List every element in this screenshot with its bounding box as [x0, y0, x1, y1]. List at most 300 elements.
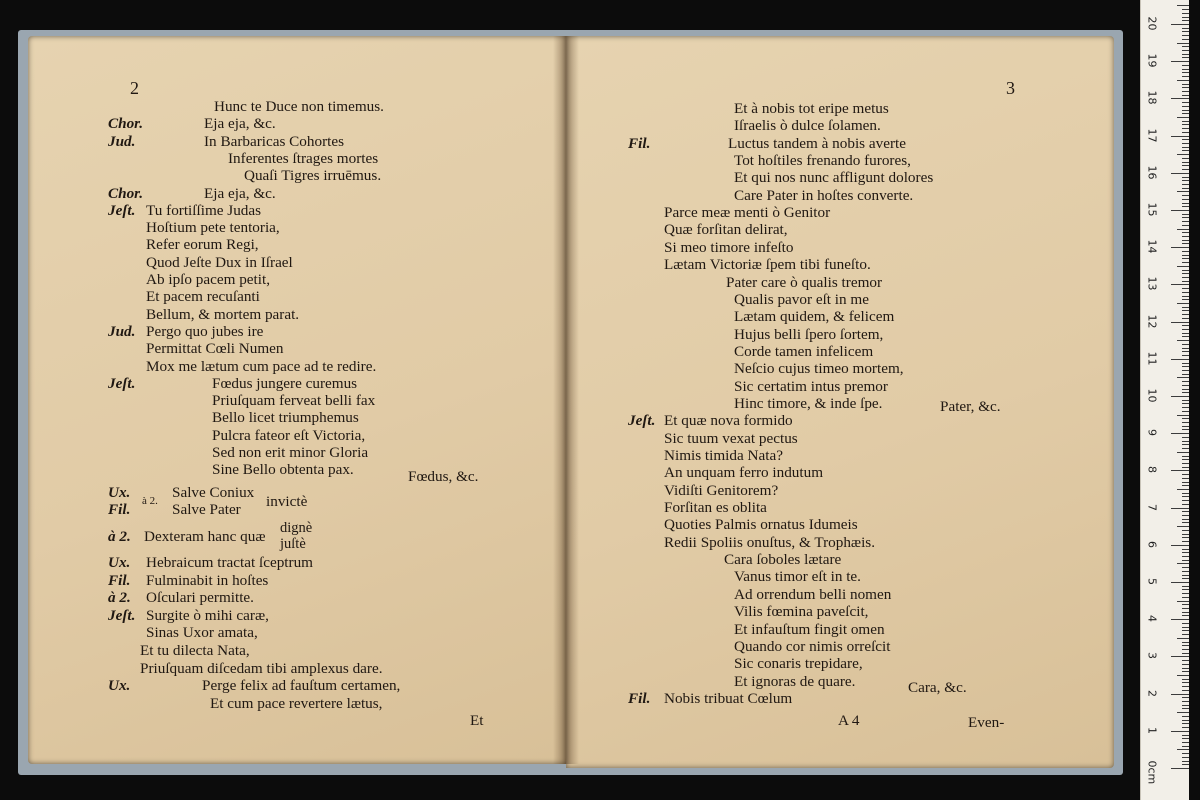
ruler-tick: [1182, 418, 1189, 419]
ruler-tick: [1177, 563, 1189, 564]
ruler-tick: [1182, 13, 1189, 14]
ruler-tick: [1182, 727, 1189, 728]
text-line: Refer eorum Regi,: [146, 236, 259, 254]
text-line: Lætam quidem, & felicem: [734, 308, 895, 326]
right-catchword: Even-: [968, 714, 1005, 731]
left-page: [28, 36, 566, 764]
ruler-tick: [1171, 508, 1189, 509]
text-line: Corde tamen infelicem: [734, 342, 874, 360]
ruler-tick: [1177, 377, 1189, 378]
ruler-tick: [1182, 761, 1189, 762]
ruler-label: 3: [1145, 652, 1159, 660]
ruler-tick: [1182, 72, 1189, 73]
ruler-tick: [1182, 560, 1189, 561]
left-page-number: 2: [130, 78, 139, 98]
ruler-tick: [1182, 296, 1189, 297]
ruler-tick: [1182, 57, 1189, 58]
ruler-tick: [1171, 24, 1189, 25]
ruler-label: 1: [1145, 726, 1159, 734]
ruler-tick: [1171, 98, 1189, 99]
ruler-tick: [1182, 682, 1189, 683]
book-gutter: [553, 36, 579, 764]
ruler-tick: [1182, 437, 1189, 438]
ruler-tick: [1182, 195, 1189, 196]
text-line: Nobis tribuat Cœlum: [664, 689, 793, 707]
ruler-tick: [1182, 482, 1189, 483]
text-line: Neſcio cujus timeo mortem,: [734, 360, 904, 378]
ruler-label: 7: [1145, 503, 1159, 511]
ruler-tick: [1182, 35, 1189, 36]
ruler-tick: [1182, 206, 1189, 207]
ruler-tick: [1182, 9, 1189, 10]
ruler-tick: [1177, 154, 1189, 155]
right-page: [566, 36, 1114, 768]
ruler-tick: [1177, 712, 1189, 713]
ruler-tick: [1182, 344, 1189, 345]
text-line: Hoſtium pete tentoria,: [146, 219, 280, 237]
ruler-tick: [1171, 470, 1189, 471]
ruler-tick: [1182, 255, 1189, 256]
ruler-tick: [1182, 701, 1189, 702]
ruler-tick: [1182, 746, 1189, 747]
ruler-tick: [1182, 158, 1189, 159]
ruler-tick: [1182, 459, 1189, 460]
ruler-tick: [1182, 403, 1189, 404]
text-line: Et ignoras de quare.: [734, 672, 856, 690]
ruler-tick: [1171, 396, 1189, 397]
text-line: Bellum, & mortem parat.: [146, 305, 300, 323]
ruler-tick: [1182, 400, 1189, 401]
duet2-word-top: dignè: [280, 520, 313, 536]
text-line: Pulcra fateor eſt Victoria,: [212, 426, 366, 444]
ruler-tick: [1182, 575, 1189, 576]
ruler-tick: [1182, 307, 1189, 308]
text-line: Lætam Victoriæ ſpem tibi funeſto.: [664, 256, 871, 274]
ruler-tick: [1182, 649, 1189, 650]
ruler-label: 0cm: [1145, 760, 1159, 785]
ruler-tick: [1182, 597, 1189, 598]
ruler-label: 15: [1145, 202, 1159, 217]
speaker-label: Fil.: [628, 134, 651, 152]
ruler-tick: [1182, 150, 1189, 151]
ruler-tick: [1182, 258, 1189, 259]
text-line: Fœdus jungere curemus: [212, 374, 358, 392]
ruler-tick: [1182, 519, 1189, 520]
ruler-tick: [1182, 723, 1189, 724]
ruler-tick: [1182, 522, 1189, 523]
ruler-tick: [1182, 467, 1189, 468]
ruler-tick: [1182, 738, 1189, 739]
ruler-tick: [1182, 679, 1189, 680]
ruler-tick: [1182, 645, 1189, 646]
ruler-tick: [1182, 139, 1189, 140]
text-line: Pergo quo jubes ire: [146, 322, 264, 340]
text-line: Quoties Palmis ornatus Idumeis: [664, 516, 858, 534]
right-page-number: 3: [1006, 78, 1015, 98]
ruler-tick: [1182, 653, 1189, 654]
ruler-tick: [1177, 526, 1189, 527]
text-line: Si meo timore infeſto: [664, 238, 794, 256]
ruler-tick: [1182, 389, 1189, 390]
ruler-label: 20: [1145, 16, 1159, 31]
ruler-label: 17: [1145, 128, 1159, 143]
ruler-tick: [1182, 552, 1189, 553]
ruler-tick: [1171, 210, 1189, 211]
ruler-tick: [1171, 136, 1189, 137]
text-line: Quando cor nimis orreſcit: [734, 637, 891, 655]
speaker-label: Jud.: [108, 322, 136, 340]
text-line: Nimis timida Nata?: [664, 447, 783, 464]
ruler-tick: [1182, 273, 1189, 274]
ruler-tick: [1182, 84, 1189, 85]
ruler-tick: [1182, 608, 1189, 609]
ruler-tick: [1182, 444, 1189, 445]
text-line: Et pacem recuſanti: [146, 288, 260, 306]
ruler-tick: [1182, 541, 1189, 542]
ruler-tick: [1182, 686, 1189, 687]
ruler-tick: [1182, 708, 1189, 709]
ruler-tick: [1182, 31, 1189, 32]
ruler-tick: [1182, 478, 1189, 479]
ruler-tick: [1182, 180, 1189, 181]
ruler-tick: [1182, 697, 1189, 698]
ruler-tick: [1182, 333, 1189, 334]
text-line: Et infauſtum fingit omen: [734, 620, 885, 638]
text-line: Eja eja, &c.: [204, 184, 276, 202]
text-line: Priuſquam diſcedam tibi amplexus dare.: [140, 659, 383, 677]
ruler-tick: [1182, 474, 1189, 475]
ruler-tick: [1182, 143, 1189, 144]
ruler-tick: [1182, 54, 1189, 55]
ruler-tick: [1182, 318, 1189, 319]
ruler-tick: [1182, 184, 1189, 185]
text-line: Quod Jeſte Dux in Iſrael: [146, 253, 293, 271]
left-cue-foedus: Fœdus, &c.: [408, 468, 479, 485]
speaker-label: Jeſt.: [108, 201, 136, 219]
ruler-tick: [1182, 500, 1189, 501]
ruler-tick: [1182, 690, 1189, 691]
ruler-tick: [1171, 284, 1189, 285]
left-catchword: Et: [470, 712, 484, 729]
ruler-tick: [1182, 407, 1189, 408]
ruler-tick: [1182, 106, 1189, 107]
ruler-tick: [1182, 456, 1189, 457]
ruler-tick: [1182, 165, 1189, 166]
ruler-tick: [1182, 251, 1189, 252]
ruler-tick: [1182, 426, 1189, 427]
ruler-tick: [1182, 20, 1189, 21]
ruler-tick: [1182, 385, 1189, 386]
ruler-tick: [1182, 753, 1189, 754]
ruler-tick: [1182, 593, 1189, 594]
text-line: Pater care ò qualis tremor: [726, 273, 883, 291]
text-line: Quæ forſitan delirat,: [664, 221, 788, 239]
ruler-tick: [1182, 429, 1189, 430]
ruler-tick: [1182, 615, 1189, 616]
ruler-tick: [1182, 623, 1189, 624]
ruler-tick: [1182, 87, 1189, 88]
duet1-word: invictè: [266, 493, 308, 510]
ruler-tick: [1171, 322, 1189, 323]
ruler-tick: [1182, 232, 1189, 233]
ruler-tick: [1177, 489, 1189, 490]
text-line: Fulminabit in hoſtes: [146, 571, 269, 589]
ruler-tick: [1182, 217, 1189, 218]
ruler-tick: [1182, 76, 1189, 77]
ruler-tick: [1182, 203, 1189, 204]
right-cue-cara: Cara, &c.: [908, 679, 967, 696]
ruler-tick: [1182, 240, 1189, 241]
text-line: Qualis pavor eſt in me: [734, 290, 869, 308]
ruler-tick: [1182, 329, 1189, 330]
ruler-tick: [1182, 310, 1189, 311]
ruler-tick: [1182, 243, 1189, 244]
ruler-tick: [1182, 299, 1189, 300]
speaker-label: Chor.: [108, 184, 144, 202]
speaker-label: Chor.: [108, 115, 144, 133]
text-line: Perge felix ad fauſtum certamen,: [202, 677, 401, 695]
text-line: Eja eja, &c.: [204, 115, 276, 133]
ruler-tick: [1182, 162, 1189, 163]
ruler-tick: [1182, 668, 1189, 669]
text-line: Vanus timor eſt in te.: [734, 568, 861, 586]
ruler-label: 14: [1145, 239, 1159, 254]
ruler-tick: [1182, 169, 1189, 170]
ruler-tick: [1182, 537, 1189, 538]
speaker-label: Ux.: [108, 554, 131, 571]
text-line: Quaſi Tigres irruēmus.: [244, 167, 382, 185]
text-line: Ab ipſo pacem petit,: [146, 271, 270, 288]
ruler-tick: [1182, 225, 1189, 226]
ruler-tick: [1182, 177, 1189, 178]
ruler-tick: [1182, 381, 1189, 382]
ruler-tick: [1182, 39, 1189, 40]
ruler-label: 18: [1145, 90, 1159, 105]
ruler-tick: [1182, 113, 1189, 114]
speaker-label: à 2.: [108, 589, 131, 607]
ruler-tick: [1177, 80, 1189, 81]
ruler-label: 6: [1145, 540, 1159, 548]
ruler-tick: [1177, 191, 1189, 192]
text-line: Ad orrendum belli nomen: [734, 585, 892, 603]
ruler-label: 4: [1145, 615, 1159, 623]
ruler-tick: [1182, 325, 1189, 326]
ruler-tick: [1182, 17, 1189, 18]
ruler-tick: [1171, 656, 1189, 657]
ruler-tick: [1182, 336, 1189, 337]
ruler-tick: [1182, 735, 1189, 736]
text-line: Tot hoſtiles frenando furores,: [734, 152, 911, 170]
ruler-tick: [1182, 549, 1189, 550]
text-line: Vilis fœmina paveſcit,: [734, 603, 869, 621]
ruler-tick: [1171, 731, 1189, 732]
text-line: Mox me lætum cum pace ad te redire.: [146, 357, 377, 375]
speaker-label: Jud.: [108, 132, 136, 150]
ruler-tick: [1171, 61, 1189, 62]
ruler-tick: [1182, 634, 1189, 635]
duet1-line-top: Salve Coniux: [172, 484, 255, 501]
ruler-label: 5: [1145, 578, 1159, 585]
ruler-label: 16: [1145, 165, 1159, 180]
text-line: Inferentes ſtrages mortes: [228, 149, 379, 167]
text-line: Priuſquam ferveat belli fax: [212, 392, 376, 410]
right-signature: A 4: [838, 712, 860, 729]
ruler-label: 2: [1145, 689, 1159, 697]
ruler-tick: [1182, 363, 1189, 364]
text-line: Sine Bello obtenta pax.: [212, 461, 354, 479]
text-line: Hinc timore, & inde ſpe.: [734, 394, 883, 412]
ruler-tick: [1177, 43, 1189, 44]
duet1-voices: à 2.: [142, 495, 158, 507]
ruler-tick: [1182, 69, 1189, 70]
ruler-tick: [1182, 567, 1189, 568]
ruler-label: 9: [1145, 429, 1159, 437]
ruler-tick: [1182, 121, 1189, 122]
ruler-tick: [1182, 262, 1189, 263]
ruler-tick: [1171, 359, 1189, 360]
text-line: Sinas Uxor amata,: [146, 624, 258, 642]
ruler-tick: [1182, 571, 1189, 572]
ruler-tick: [1182, 530, 1189, 531]
ruler-tick: [1171, 768, 1189, 769]
text-line: Hebraicum tractat ſceptrum: [146, 554, 313, 571]
ruler-tick: [1182, 705, 1189, 706]
text-line: Care Pater in hoſtes converte.: [734, 186, 914, 204]
ruler-tick: [1177, 117, 1189, 118]
ruler-tick: [1182, 578, 1189, 579]
ruler-tick: [1182, 147, 1189, 148]
ruler-tick: [1182, 720, 1189, 721]
speaker-label: Fil.: [628, 689, 651, 707]
ruler-tick: [1182, 91, 1189, 92]
ruler-tick: [1182, 511, 1189, 512]
ruler-tick: [1182, 236, 1189, 237]
ruler-tick: [1182, 604, 1189, 605]
ruler-tick: [1182, 132, 1189, 133]
ruler-tick: [1182, 199, 1189, 200]
ruler-tick: [1182, 65, 1189, 66]
ruler-tick: [1171, 247, 1189, 248]
ruler-tick: [1182, 355, 1189, 356]
duet2-line: Dexteram hanc quæ: [144, 528, 266, 545]
ruler-tick: [1182, 411, 1189, 412]
speaker-label: Jeſt.: [108, 374, 136, 392]
text-line: Sic certatim intus premor: [734, 377, 888, 395]
text-line: Sic conaris trepidare,: [734, 655, 863, 673]
text-line: Redii Spoliis onuſtus, & Trophæis.: [664, 533, 875, 551]
ruler-tick: [1182, 742, 1189, 743]
ruler-tick: [1177, 340, 1189, 341]
ruler-tick: [1182, 288, 1189, 289]
ruler-tick: [1182, 188, 1189, 189]
speaker-label: Ux.: [108, 677, 131, 695]
ruler-tick: [1182, 46, 1189, 47]
ruler-tick: [1182, 534, 1189, 535]
measuring-ruler: [1140, 0, 1189, 800]
duet2-voices: à 2.: [108, 528, 131, 545]
ruler-label: 12: [1145, 314, 1159, 329]
ruler-tick: [1182, 627, 1189, 628]
text-line: Vidiſti Genitorem?: [664, 481, 779, 499]
ruler-tick: [1182, 485, 1189, 486]
ruler-tick: [1182, 463, 1189, 464]
ruler-label: 11: [1145, 351, 1159, 366]
ruler-tick: [1177, 675, 1189, 676]
duet1-speaker-ux: Ux.: [108, 484, 131, 501]
ruler-tick: [1182, 589, 1189, 590]
ruler-tick: [1182, 671, 1189, 672]
text-line: Hunc te Duce non timemus.: [214, 98, 384, 115]
ruler-tick: [1182, 370, 1189, 371]
text-line: An unquam ferro indutum: [664, 464, 824, 482]
text-line: Cara ſoboles lætare: [724, 551, 842, 569]
ruler-tick: [1171, 433, 1189, 434]
ruler-tick: [1182, 270, 1189, 271]
text-line: Tu fortiſſime Judas: [146, 201, 262, 219]
right-cue-pater: Pater, &c.: [940, 398, 1001, 415]
ruler-tick: [1171, 582, 1189, 583]
ruler-tick: [1182, 110, 1189, 111]
text-line: In Barbaricas Cohortes: [204, 132, 345, 150]
ruler-tick: [1182, 221, 1189, 222]
ruler-tick: [1182, 95, 1189, 96]
ruler-tick: [1182, 314, 1189, 315]
speaker-label: Jeſt.: [108, 606, 136, 624]
ruler-tick: [1177, 303, 1189, 304]
speaker-label: Jeſt.: [628, 412, 656, 430]
text-line: Et tu dilecta Nata,: [140, 642, 250, 659]
duet2-word-bottom: juſtè: [280, 536, 306, 552]
text-line: Et quæ nova formido: [664, 412, 793, 430]
text-line: Iſraelis ò dulce ſolamen.: [734, 117, 881, 135]
ruler-tick: [1182, 630, 1189, 631]
ruler-tick: [1171, 694, 1189, 695]
ruler-tick: [1182, 102, 1189, 103]
ruler-tick: [1182, 504, 1189, 505]
text-line: Et qui nos nunc affligunt dolores: [734, 169, 934, 187]
ruler-tick: [1182, 348, 1189, 349]
ruler-tick: [1182, 441, 1189, 442]
speaker-label: Fil.: [108, 571, 131, 589]
ruler-tick: [1182, 28, 1189, 29]
text-line: Bello licet triumphemus: [212, 409, 359, 427]
ruler-tick: [1182, 556, 1189, 557]
ruler-tick: [1182, 664, 1189, 665]
ruler-tick: [1182, 124, 1189, 125]
ruler-tick: [1177, 5, 1189, 6]
ruler-tick: [1182, 366, 1189, 367]
ruler-tick: [1182, 586, 1189, 587]
ruler-tick: [1177, 452, 1189, 453]
ruler-tick: [1182, 351, 1189, 352]
ruler-tick: [1182, 214, 1189, 215]
ruler-tick: [1182, 448, 1189, 449]
ruler-tick: [1182, 128, 1189, 129]
ruler-tick: [1177, 229, 1189, 230]
ruler-tick: [1182, 764, 1189, 765]
ruler-tick: [1182, 277, 1189, 278]
text-line: Surgite ò mihi caræ,: [146, 606, 269, 624]
ruler-tick: [1182, 642, 1189, 643]
text-line: Luctus tandem à nobis averte: [728, 134, 906, 152]
text-line: Hujus belli ſpero ſortem,: [734, 325, 884, 343]
text-line: Parce meæ menti ò Genitor: [664, 204, 831, 222]
ruler-label: 13: [1145, 276, 1159, 291]
duet1-line-bottom: Salve Pater: [172, 501, 241, 518]
ruler-tick: [1182, 515, 1189, 516]
ruler-tick: [1177, 601, 1189, 602]
ruler-tick: [1182, 496, 1189, 497]
